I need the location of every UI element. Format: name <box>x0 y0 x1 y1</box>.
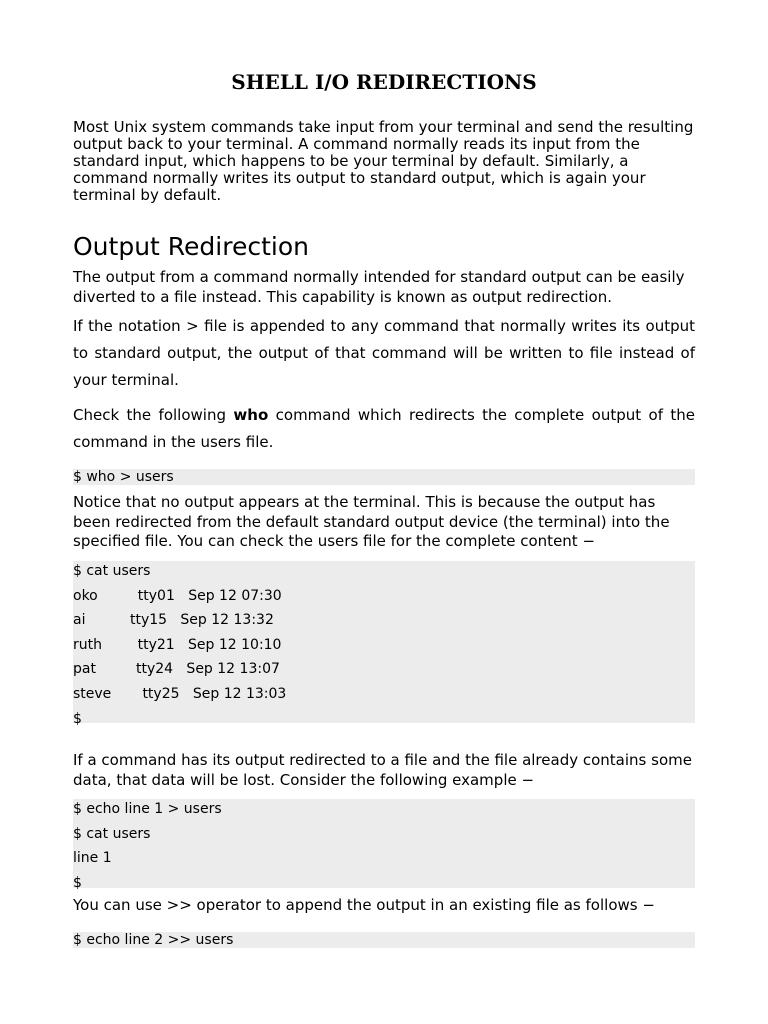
code-block-echo-line-1 <box>73 799 695 891</box>
document-title: SHELL I/O REDIRECTIONS <box>231 70 537 94</box>
code-block-cat-users <box>73 561 695 727</box>
code-line: oko tty01 Sep 12 07:30 <box>73 587 282 604</box>
code-line: ruth tty21 Sep 12 10:10 <box>73 636 282 653</box>
code-block-echo-line-2: $ echo line 2 >> users <box>73 932 695 948</box>
notation-paragraph: If the notation > file is appended to any command that normally writes its output to standard output, the output of that command will be written to file instead of your terminal. <box>73 317 695 389</box>
section-heading-output-redirection: Output Redirection <box>73 232 309 261</box>
code-line: $ <box>73 710 82 727</box>
notice-paragraph: Notice that no output appears at the terminal. This is because the output has been redirected from the default standard output device (the terminal) into the specified file. You can check the users file for the complete content − <box>73 493 670 550</box>
code-block-who: $ who > users <box>73 469 695 485</box>
code-line: line 1 <box>73 850 112 867</box>
code-line: pat tty24 Sep 12 13:07 <box>73 661 280 678</box>
output-redirection-intro-paragraph: The output from a command normally intended for standard output can be easily diverted to a file instead. This capability is known as output redirection. <box>73 268 685 306</box>
code-line: $ cat users <box>73 563 151 579</box>
append-operator-paragraph: You can use >> operator to append the output in an existing file as follows − <box>73 896 655 914</box>
code-line: $ <box>73 874 82 891</box>
data-loss-paragraph: If a command has its output redirected to a file and the file already contains some data, that data will be lost. Consider the following example − <box>73 751 692 789</box>
code-line: $ echo line 1 > users <box>73 801 222 817</box>
code-line: ai tty15 Sep 12 13:32 <box>73 612 274 629</box>
code-line: steve tty25 Sep 12 13:03 <box>73 685 287 702</box>
code-line: $ cat users <box>73 825 151 842</box>
who-paragraph-before: Check the following <box>73 406 234 424</box>
who-keyword: who <box>233 406 269 424</box>
intro-paragraph: Most Unix system commands take input from your terminal and send the resulting output back to your terminal. A command normally reads its input from the standard input, which happens to be your terminal by default. Similarly, a command normally writes its output to standard output, which is again your terminal by default. <box>73 118 694 204</box>
who-paragraph-after: command which redirects the complete output of the command in the users file. <box>73 406 696 451</box>
who-command-paragraph <box>73 402 695 456</box>
